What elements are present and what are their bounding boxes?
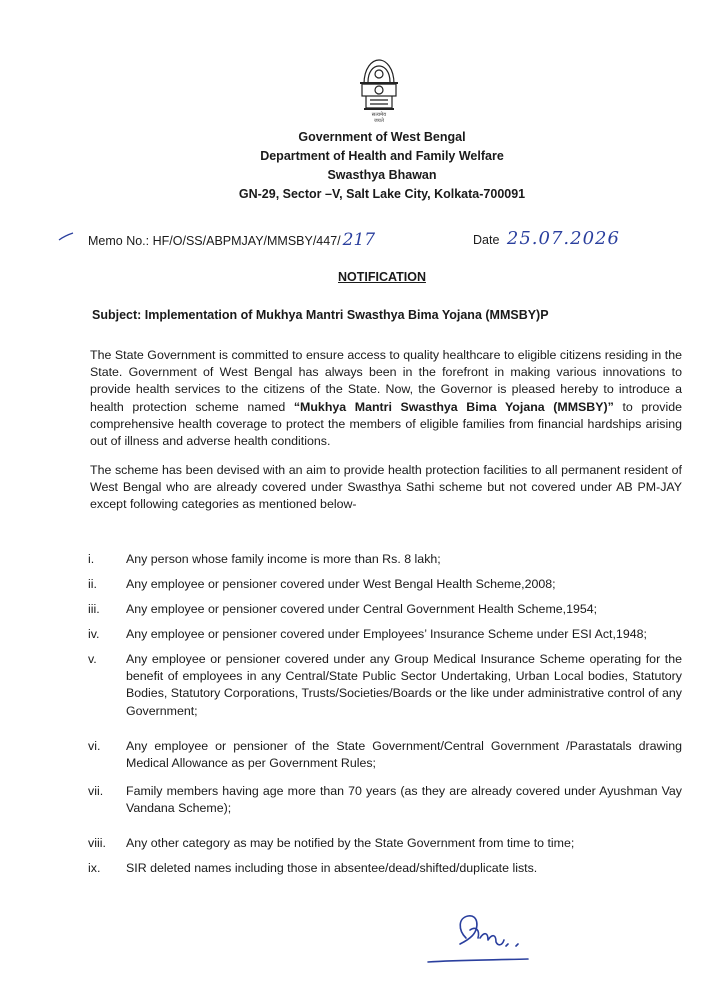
memo-number-text: HF/O/SS/ABPMJAY/MMSBY/447/ — [152, 234, 341, 248]
memo-label: Memo No.: — [88, 234, 150, 248]
signature — [424, 908, 554, 968]
scheme-name: “Mukhya Mantri Swasthya Bima Yojana (MMSBY)” — [293, 399, 614, 414]
emblem-caption: सत्यमेव जयते — [371, 112, 387, 124]
list-item-text: SIR deleted names including those in absentee/dead/shifted/duplicate lists. — [126, 861, 538, 875]
paragraph-intro-start: The State Government is committed to ensure access to quality healthcare to eligible citizens residing in the State. Government of West Bengal has always been in the forefront in making various innovations to provide health services to the citizens of the State. Now, the Governor is pleased hereby to introduce a health protection scheme named — [90, 348, 682, 414]
list-item-text: Any employee or pensioner covered under any Group Medical Insurance Scheme operating for the benefit of employees in any Central/State Public Sector Undertaking, Urban Local bodies, Statutory Bodies, Statutory Corporations, Trusts/Societies/Boards or the like under administrative control of any Government; — [126, 652, 682, 718]
list-item-text: Any employee or pensioner covered under West Bengal Health Scheme,2008; — [126, 577, 556, 591]
memo-number — [88, 230, 375, 250]
date-handwritten: 25.07.2026 — [506, 228, 620, 249]
list-item-text: Any employee or pensioner covered under Central Government Health Scheme,1954; — [126, 602, 598, 616]
list-item-number: iv. — [88, 627, 100, 641]
list-item-number: vii. — [88, 784, 104, 798]
government-name: Government of West Bengal — [298, 130, 466, 144]
list-item-number: ix. — [88, 861, 101, 875]
list-item-number: iii. — [88, 602, 100, 616]
list-item-number: viii. — [88, 836, 106, 850]
building-name: Swasthya Bhawan — [327, 168, 437, 182]
list-item-text: Family members having age more than 70 years (as they are already covered under Ayushman Vay Vandana Scheme); — [126, 784, 682, 816]
department-name: Department of Health and Family Welfare — [260, 149, 504, 163]
list-item-number: vi. — [88, 739, 101, 753]
paragraph-intro-end: to provide comprehensive health coverage to protect the members of eligible families from financial hardships arising out of illness and adverse health conditions. — [90, 399, 683, 449]
list-item-text: Any other category as may be notified by the State Government from time to time; — [126, 836, 575, 850]
notification-title — [0, 270, 714, 284]
memo-date — [473, 228, 620, 249]
memo-handwritten-number: 217 — [342, 230, 376, 250]
subject-line: Subject: Implementation of Mukhya Mantri Swasthya Bima Yojana (MMSBY)P — [92, 308, 549, 322]
list-item-text: Any employee or pensioner covered under Employees’ Insurance Scheme under ESI Act,1948; — [126, 627, 647, 641]
date-label: Date — [473, 233, 500, 247]
list-item-number: v. — [88, 652, 97, 666]
list-item-number: ii. — [88, 577, 97, 591]
notification-title-text: NOTIFICATION — [338, 270, 426, 284]
list-item-number: i. — [88, 552, 95, 566]
paragraph-intro — [90, 347, 682, 450]
letterhead — [0, 128, 714, 204]
office-address: GN-29, Sector –V, Salt Lake City, Kolkata-700091 — [238, 187, 526, 201]
list-item-text: Any employee or pensioner of the State Government/Central Government /Parastatals drawing Medical Allowance as per Government Rules; — [126, 739, 682, 771]
list-item-text: Any person whose family income is more than Rs. 8 lakh; — [126, 552, 441, 566]
paragraph-scheme: The scheme has been devised with an aim to provide health protection facilities to all permanent resident of West Bengal who are already covered under Swasthya Sathi scheme but not covered under AB PM-JAY except following categories as mentioned below- — [90, 463, 682, 512]
pen-tick-mark — [58, 232, 74, 242]
